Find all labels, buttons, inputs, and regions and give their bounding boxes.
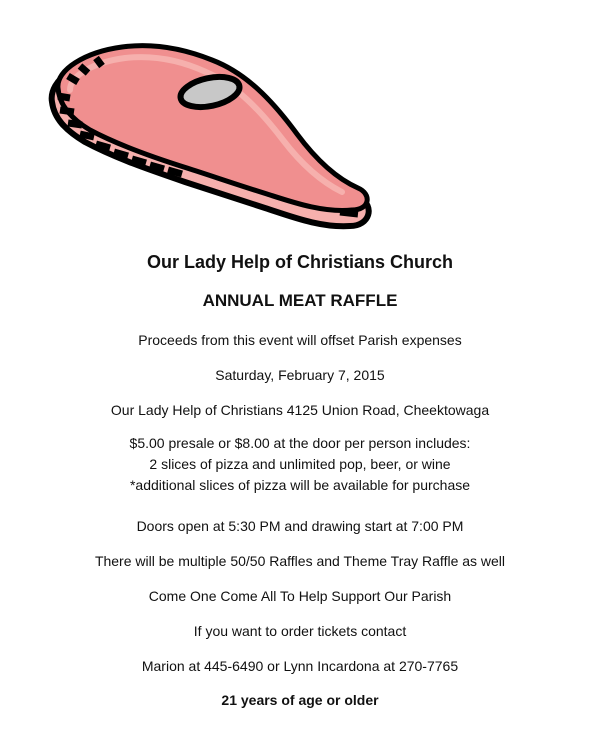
proceeds-note: Proceeds from this event will offset Parish expenses [138, 332, 462, 348]
event-location: Our Lady Help of Christians 4125 Union Road, Cheektowaga [110, 402, 490, 418]
age-requirement: 21 years of age or older [221, 692, 379, 708]
raffles-note: There will be multiple 50/50 Raffles and Theme Tray Raffle as well [94, 553, 506, 569]
pricing-line-3: *additional slices of pizza will be available for purchase [129, 477, 471, 493]
invitation: Come One Come All To Help Support Our Parish [148, 588, 452, 604]
church-name: Our Lady Help of Christians Church [146, 252, 454, 272]
pricing-line-1: $5.00 presale or $8.00 at the door per person includes: [129, 435, 471, 451]
event-date: Saturday, February 7, 2015 [215, 367, 385, 383]
event-title: ANNUAL MEAT RAFFLE [202, 291, 398, 310]
event-times: Doors open at 5:30 PM and drawing start at 7:00 PM [136, 518, 464, 534]
meat-steak-icon [40, 30, 380, 240]
pricing-line-2: 2 slices of pizza and unlimited pop, beer, or wine [149, 456, 451, 472]
ticket-contacts: Marion at 445-6490 or Lynn Incardona at 270-7765 [141, 658, 459, 674]
tickets-intro: If you want to order tickets contact [193, 623, 407, 639]
